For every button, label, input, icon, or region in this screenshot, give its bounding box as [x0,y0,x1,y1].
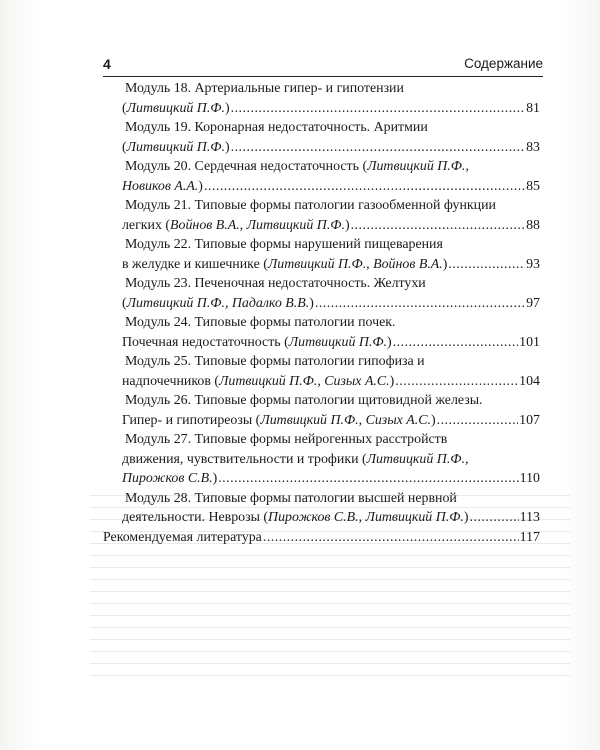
toc-entry-module-18: Модуль 18. Артериальные гипер- и гипотензии (Литвицкий П.Ф.) ..... 81 [103,79,540,118]
entry-title: Модуль 18. Артериальные гипер- и гипотензии [125,81,404,96]
dot-leader [448,255,525,275]
toc-entry-module-28: Модуль 28. Типовые формы патологии высшей нервной деятельности. Неврозы (Пирожков С.В., Литвицкий П.Ф.) ..... 113 [103,489,540,528]
page-number: 4 [103,56,111,72]
entry-title-cont: деятельности. Неврозы [122,510,260,525]
entry-page: 93 [526,256,540,272]
dot-leader [204,177,525,197]
toc-entry-recommended-literature [103,528,540,548]
toc-entry-module-22: Модуль 22. Типовые формы нарушений пищеварения в желудке и кишечнике (Литвицкий П.Ф., Войнов В.А.) ..... 93 [103,235,540,274]
header-rule [103,76,543,77]
entry-page: 117 [519,529,540,545]
dot-leader [231,99,526,119]
dot-leader [231,138,526,158]
entry-title-cont: Почечная недостаточность [122,334,281,350]
entry-page: 88 [526,217,540,233]
entry-page: 97 [526,295,540,311]
entry-authors: Литвицкий П.Ф., Войнов В.А. [267,256,443,272]
entry-page: 85 [526,178,540,194]
entry-title: Модуль 22. Типовые формы нарушений пищеварения [125,237,443,252]
entry-authors: Литвицкий П.Ф., Сизых А.С. [219,373,390,389]
entry-title-cont: легких [122,217,162,233]
entry-title: Модуль 28. Типовые формы патологии высшей нервной [125,490,457,506]
entry-title: Модуль 27. Типовые формы нейрогенных расстройств [125,432,448,447]
toc-entry-module-21: Модуль 21. Типовые формы патологии газообменной функции легких (Войнов В.А., Литвицкий П.Ф.) ..... 88 [103,196,540,235]
entry-title-cont: движения, чувствительности и трофики [122,451,359,467]
entry-authors: Литвицкий П.Ф. [126,100,225,116]
entry-authors: Пирожков С.В., Литвицкий П.Ф. [268,510,464,525]
entry-title-cont: в желудке и кишечнике [122,256,260,272]
toc-entry-module-20: Модуль 20. Сердечная недостаточность (Литвицкий П.Ф., Новиков А.А.) ..... 85 [103,157,540,196]
entry-authors: Литвицкий П.Ф., Падалко В.В. [126,295,310,311]
entry-page: 104 [519,373,540,389]
entry-page: 107 [519,412,540,428]
entry-page: 81 [526,100,540,116]
toc-entry-module-25: Модуль 25. Типовые формы патологии гипофиза и надпочечников (Литвицкий П.Ф., Сизых А.С.) ..... 104 [103,352,540,391]
dot-leader [218,469,518,489]
entry-title: Модуль 21. Типовые формы патологии газообменной функции [125,198,496,213]
dot-leader [395,372,518,392]
entry-title: Модуль 23. Печеночная недостаточность. Желтухи [125,276,426,291]
entry-authors: Литвицкий П.Ф., [366,451,469,467]
toc-entry-module-19: Модуль 19. Коронарная недостаточность. Аритмии (Литвицкий П.Ф.) ..... 83 [103,118,540,157]
dot-leader [393,333,518,353]
dot-leader [351,216,526,236]
table-of-contents [103,79,540,547]
entry-authors-cont: Новиков А.А. [122,178,199,194]
entry-page: 101 [519,334,540,350]
entry-authors: Литвицкий П.Ф. [126,139,225,155]
entry-title-cont: Гипер- и гипотиреозы [122,412,253,428]
entry-title: Рекомендуемая литература [103,529,262,545]
toc-entry-module-24: Модуль 24. Типовые формы патологии почек. Почечная недостаточность (Литвицкий П.Ф.) ..... 101 [103,313,540,352]
entry-authors-cont: Пирожков С.В. [122,471,213,486]
entry-authors: Литвицкий П.Ф., Сизых А.С. [260,412,431,428]
toc-entry-module-26: Модуль 26. Типовые формы патологии щитовидной железы. Гипер- и гипотиреозы (Литвицкий П.Ф., Сизых А.С.) ..... 107 [103,391,540,430]
entry-title: Модуль 19. Коронарная недостаточность. Аритмии [125,120,428,135]
entry-page: 110 [519,471,540,486]
entry-authors: Литвицкий П.Ф. [288,334,388,350]
section-title: Содержание [464,56,543,71]
entry-title: Модуль 24. Типовые формы патологии почек. [125,315,396,330]
entry-title: Модуль 20. Сердечная недостаточность [125,159,359,174]
toc-entry-module-27: Модуль 27. Типовые формы нейрогенных расстройств движения, чувствительности и трофики (Литвицкий П.Ф., Пирожков С.В.) ..... 110 [103,430,540,489]
dot-leader [470,508,519,528]
entry-authors: Литвицкий П.Ф., [367,159,469,174]
dot-leader [437,411,519,431]
dot-leader [315,294,525,314]
dot-leader [263,528,519,548]
entry-authors: Войнов В.А., Литвицкий П.Ф. [170,217,345,233]
entry-title: Модуль 26. Типовые формы патологии щитовидной железы. [125,393,483,408]
page-header [103,54,543,76]
toc-entry-module-23: Модуль 23. Печеночная недостаточность. Желтухи (Литвицкий П.Ф., Падалко В.В.) ..... 97 [103,274,540,313]
entry-title-cont: надпочечников [122,373,211,389]
entry-page: 113 [519,510,540,525]
entry-page: 83 [526,139,540,155]
entry-title: Модуль 25. Типовые формы патологии гипофиза и [125,354,425,369]
